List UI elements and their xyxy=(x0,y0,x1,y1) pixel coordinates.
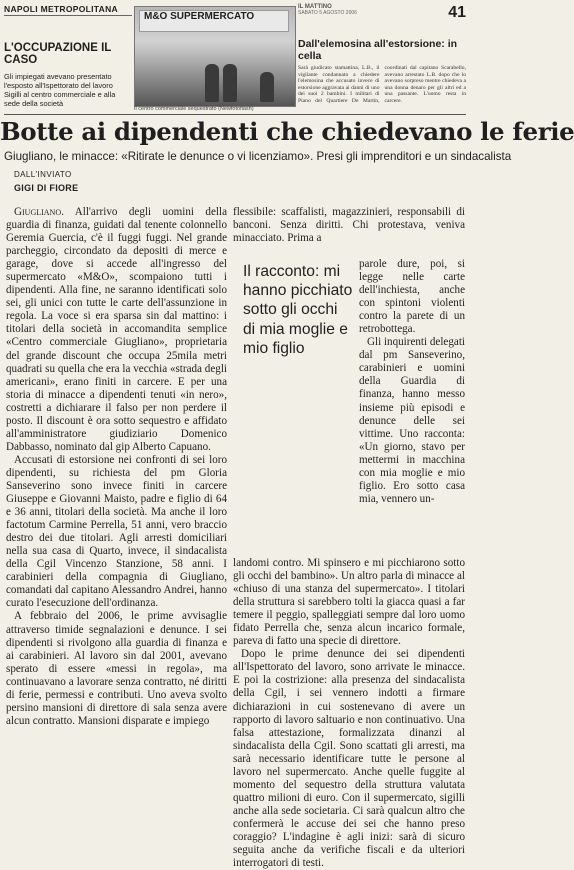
person-figure xyxy=(223,64,237,102)
kicker: L'OCCUPAZIONE IL CASO xyxy=(4,42,112,66)
person-figure xyxy=(260,72,274,102)
column-2-bottom xyxy=(233,557,465,870)
paragraph: landomi contro. Mi spinsero e mi picchiarono sotto gli occhi del bambino». Un altro parla di minacce al «chiuso di una stanza del supermercato». I titolari della struttura si sarebbero tolti la giacca quasi a far temere il peggio, spalleggiati sempre dal loro uomo fidato Perrella che, senza alcun incarico formale, pareva di fatto una specie di direttore. xyxy=(233,557,465,648)
related-title: Dall'elemosina all'estorsione: in cella xyxy=(298,38,458,62)
divider xyxy=(4,114,466,115)
paragraph: Gli inquirenti delegati dal pm Sanseverino, carabinieri e uomini della Guardia di finanza, hanno messo insieme più episodi e denunce delle sei vittime. Uno racconta: «Un giorno, stavo per mettermi in macchina con mia moglie e mio figlio. Ero sotto casa mia, vennero un- xyxy=(359,336,465,505)
place-name: Giugliano. xyxy=(14,206,64,218)
person-figure xyxy=(205,64,219,102)
section-label: NAPOLI METROPOLITANA xyxy=(4,4,132,16)
deck: Giugliano, le minacce: «Ritirate le denunce o vi licenziamo». Presi gli imprenditori e un sindacalista xyxy=(4,150,512,163)
related-text: Sarà giudicato stamattina, L.B., il vigilante condannato a chiedere l'elemosina che accusato invece di estorsione aggravata ai danni di uno dei suoi 2 bambini. I militari di Piano del Quartiere De Martin, coordinati dal capitano Scarabello, avevano arrestato L.B. dopo che lo avevano sorpreso mentre chiedeva a una donna denaro per gli altri ed a una passante. L'uomo resta in carcere. xyxy=(298,65,466,104)
paragraph xyxy=(6,206,227,454)
issue-date: SABATO 5 AGOSTO 2006 xyxy=(298,10,357,16)
paragraph-text: All'arrivo degli uomini della guardia di finanza, guidati dal tenente colonnello Geremia Guercia, c'è il fuggi fuggi. Nel grande parcheggio, circondato da depositi di merce e garage, dove si accede all'ingresso del supermercato «M&O», scompaiono tutti i dipendenti. Alla fine, ne saranno identificati solo sei, gli unici con tutte le carte dell'assunzione in regola. La voce si era sparsa sin dal mattino: i titolari della società in accomandita semplice «Centro commerciale Giugliano», proprietaria del grande discount che occupa 25mila metri quadrati su quella che era la vecchia «strada degli americani», erano finiti in carcere. E per una storia di minacce a dipendenti tenuti «in nero», costretti a dichiarare il falso per non perdere il posto. Il discount è ora sotto sequestro e affidato all'amministratore giudiziario Domenico Dabbasso, nominato dal gip Alberto Capuano. xyxy=(6,206,227,453)
dateline: DALL'INVIATO xyxy=(14,170,72,179)
photo-caption: Il centro commerciale sequestrato (Newfotoflash) xyxy=(134,106,254,112)
sidebar-box xyxy=(4,4,132,114)
page-number: 41 xyxy=(448,4,466,21)
byline: GIGI DI FIORE xyxy=(14,183,79,193)
pull-quote: Il racconto: mi hanno picchiato sotto gli occhi di mia moglie e mio figlio xyxy=(243,263,353,357)
photo-sign: M&O SUPERMERCATO xyxy=(139,10,289,32)
column-2-middle xyxy=(359,258,465,558)
column-1 xyxy=(6,206,227,821)
column-2-top: flessibile: scaffalisti, magazzinieri, responsabili di banconi. Senza diritti. Chi protestava, veniva minacciato. Prima a xyxy=(233,206,465,245)
paragraph: A febbraio del 2006, le prime avvisaglie attraverso timide segnalazioni e denunce. I sei dipendenti si rivolgono alla guardia di finanza e ai carabinieri. Al lavoro sin dal 2001, avevano sperato di essere «messi in regola», ma continuavano a lavorare senza contratto, né diritti di ferie, permessi e contributi. Uno aveva svolto persino mansioni di direttore di sala senza avere alcun contratto. Mansioni disparate e impiego xyxy=(6,610,227,727)
headline: Botte ai dipendenti che chiedevano le ferie xyxy=(0,117,574,146)
sidebar-blurb: Gli impiegati avevano presentato l'esposto all'Ispettorato del lavoro Sigilli al centro commerciale e alla sede della società xyxy=(4,72,116,108)
supermarket-photo xyxy=(134,6,296,107)
masthead: IL MATTINO xyxy=(298,4,332,10)
paragraph: parole dure, poi, si legge nelle carte dell'inchiesta, anche con spintoni violenti contro la parete di un retrobottega. xyxy=(359,258,465,336)
paragraph: Accusati di estorsione nei confronti di sei loro dipendenti, su richiesta del pm Gloria Sanseverino sono invece finiti in carcere Giuseppe e Giovanni Maisto, padre e figlio di 64 e 36 anni, titolari della società. Ma anche il loro factotum Carmine Perrella, 51 anni, vero braccio destro dei due titolari. Agli arresti domiciliari nella sua casa di Quarto, invece, il sindacalista della Cgil Vincenzo Stanzione, 58 anni. I carabinieri della compagnia di Giugliano, comandati dal capitano Alessandro Andrei, hanno curato l'esecuzione dell'ordinanza. xyxy=(6,453,227,610)
paragraph: Dopo le prime denunce dei sei dipendenti all'Ispettorato del lavoro, sono arrivate le minacce. E poi la costrizione: alla presenza del sindacalista della Cgil, i sei vennero indotti a firmare dichiarazioni in cui sostenevano di avere un rapporto di lavoro saltuario e non continuativo. Una falsa attestazione, formalizzata dinanzi al sindacalista della Cgil. Sono scattati gli arresti, ma sarà necessario identificare tutte le persone al lavoro nel supermercato. Anche quelle fuggite al momento del sequestro della struttura valutata quattro milioni di euro. Con il supermercato, sigilli anche alla sede societaria. Ci sarà qualcun altro che confermerà le accuse dei sei che hanno preso coraggio? L'indagine è agli inizi: sarà di sicuro seguita anche da verifiche fiscali e da ulteriori interrogatori di testi. xyxy=(233,648,465,870)
